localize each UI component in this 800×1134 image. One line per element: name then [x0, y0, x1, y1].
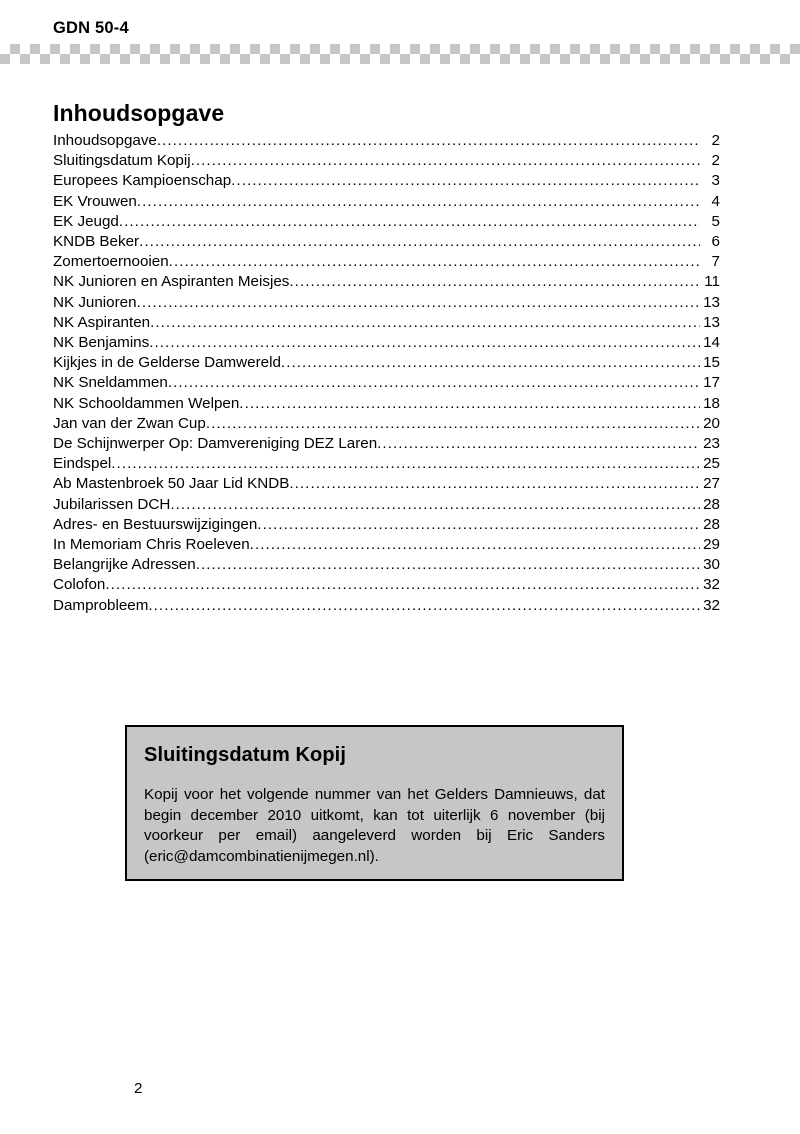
toc-entry[interactable] — [53, 151, 720, 171]
toc-entry[interactable] — [53, 394, 720, 414]
toc-entry[interactable] — [53, 414, 720, 434]
toc-dot-leader — [137, 293, 700, 308]
toc-entry-page: 17 — [703, 374, 720, 392]
toc-entry-page: 25 — [703, 455, 720, 473]
sluitingsdatum-kopij-box — [125, 725, 624, 881]
toc-entry[interactable] — [53, 434, 720, 454]
toc-entry-page: 28 — [703, 515, 720, 533]
toc-entry[interactable] — [53, 232, 720, 252]
toc-entry-label: NK Schooldammen Welpen — [53, 394, 240, 412]
toc-entry[interactable] — [53, 535, 720, 555]
toc-entry-page: 2 — [711, 152, 720, 170]
toc-entry[interactable] — [53, 515, 720, 535]
toc-entry-label: EK Jeugd — [53, 212, 119, 230]
toc-entry-label: Inhoudsopgave — [53, 132, 157, 149]
toc-entry-label: Zomertoernooien — [53, 253, 169, 271]
toc-dot-leader — [250, 535, 700, 550]
toc-dot-leader — [289, 474, 700, 489]
toc-dot-leader — [231, 171, 700, 186]
toc-entry-page: 32 — [703, 576, 720, 594]
toc-dot-leader — [377, 434, 700, 449]
toc-entry[interactable] — [53, 212, 720, 232]
toc-entry-page: 6 — [711, 233, 720, 251]
toc-dot-leader — [137, 192, 700, 207]
toc-entry-label: KNDB Beker — [53, 233, 140, 251]
toc-dot-leader — [191, 151, 700, 166]
toc-entry[interactable] — [53, 575, 720, 595]
toc-dot-leader — [168, 373, 700, 388]
toc-entry-label: Sluitingsdatum Kopij — [53, 152, 191, 170]
toc-entry-label: Belangrijke Adressen — [53, 556, 196, 574]
toc-entry-page: 30 — [703, 556, 720, 574]
toc-dot-leader — [239, 394, 700, 409]
table-of-contents — [53, 131, 720, 616]
toc-entry[interactable] — [53, 171, 720, 191]
toc-entry-label: In Memoriam Chris Roeleven — [53, 536, 250, 554]
toc-entry[interactable] — [53, 293, 720, 313]
toc-entry-label: Colofon — [53, 576, 106, 594]
toc-entry[interactable] — [53, 131, 720, 151]
toc-dot-leader — [149, 333, 700, 348]
checkerboard-divider — [0, 44, 800, 64]
toc-entry[interactable] — [53, 555, 720, 575]
toc-dot-leader — [119, 212, 700, 227]
toc-entry-page: 4 — [711, 192, 720, 210]
toc-entry-page: 15 — [703, 354, 720, 372]
toc-entry-label: Ab Mastenbroek 50 Jaar Lid KNDB — [53, 475, 290, 493]
toc-entry-page: 14 — [703, 334, 720, 352]
toc-entry-label: NK Benjamins — [53, 334, 150, 352]
toc-entry[interactable] — [53, 474, 720, 494]
toc-dot-leader — [289, 272, 700, 287]
callout-title: Sluitingsdatum Kopij — [144, 744, 346, 766]
toc-entry-page: 18 — [703, 394, 720, 412]
toc-entry-label: Eindspel — [53, 455, 112, 473]
toc-entry-page: 13 — [703, 293, 720, 311]
toc-entry-label: EK Vrouwen — [53, 192, 137, 210]
toc-entry[interactable] — [53, 373, 720, 393]
toc-entry-page: 2 — [711, 132, 720, 149]
toc-entry-label: Jubilarissen DCH — [53, 495, 171, 513]
toc-dot-leader — [257, 515, 700, 530]
toc-entry[interactable] — [53, 495, 720, 515]
toc-dot-leader — [196, 555, 700, 570]
toc-entry-label: Jan van der Zwan Cup — [53, 414, 206, 432]
toc-entry[interactable] — [53, 272, 720, 292]
toc-dot-leader — [157, 131, 700, 146]
toc-entry-label: Europees Kampioenschap — [53, 172, 232, 190]
toc-dot-leader — [111, 454, 700, 469]
callout-body-text: Kopij voor het volgende nummer van het Gelders Damnieuws, dat begin december 2010 uitkomt, kan tot uiterlijk 6 november (bij voorkeur per email) aangeleverd worden bij Eric Sanders (eric@damcombinatienijmegen.nl). — [144, 786, 605, 865]
toc-entry-label: De Schijnwerper Op: Damvereniging DEZ Laren — [53, 435, 378, 453]
toc-dot-leader — [169, 252, 700, 267]
toc-entry-label: NK Aspiranten — [53, 313, 151, 331]
toc-entry-page: 23 — [703, 435, 720, 453]
toc-entry[interactable] — [53, 353, 720, 373]
toc-dot-leader — [139, 232, 700, 247]
toc-entry[interactable] — [53, 333, 720, 353]
toc-entry[interactable] — [53, 192, 720, 212]
toc-entry-page: 20 — [703, 414, 720, 432]
running-header: GDN 50-4 — [53, 19, 129, 37]
toc-entry-page: 3 — [711, 172, 720, 190]
toc-dot-leader — [105, 575, 700, 590]
toc-entry-page: 5 — [711, 212, 720, 230]
toc-entry[interactable] — [53, 313, 720, 333]
toc-entry-page: 27 — [703, 475, 720, 493]
toc-entry-label: Adres- en Bestuurswijzigingen — [53, 515, 258, 533]
page-title: Inhoudsopgave — [53, 100, 225, 127]
toc-entry-page: 28 — [703, 495, 720, 513]
toc-entry-label: NK Junioren — [53, 293, 137, 311]
toc-entry[interactable] — [53, 252, 720, 272]
page-number: 2 — [134, 1080, 143, 1097]
toc-dot-leader — [150, 313, 700, 328]
toc-entry-label: NK Junioren en Aspiranten Meisjes — [53, 273, 290, 291]
toc-entry-label: Kijkjes in de Gelderse Damwereld — [53, 354, 281, 372]
toc-entry[interactable] — [53, 454, 720, 474]
toc-dot-leader — [206, 414, 700, 429]
toc-entry[interactable] — [53, 596, 720, 616]
toc-dot-leader — [281, 353, 700, 368]
toc-entry-label: Damprobleem — [53, 596, 149, 614]
toc-dot-leader — [148, 596, 700, 611]
toc-entry-page: 11 — [704, 273, 720, 291]
toc-dot-leader — [170, 495, 700, 510]
toc-entry-page: 29 — [703, 536, 720, 554]
toc-entry-label: NK Sneldammen — [53, 374, 168, 392]
toc-entry-page: 7 — [711, 253, 720, 271]
toc-entry-page: 32 — [703, 596, 720, 614]
toc-entry-page: 13 — [703, 313, 720, 331]
